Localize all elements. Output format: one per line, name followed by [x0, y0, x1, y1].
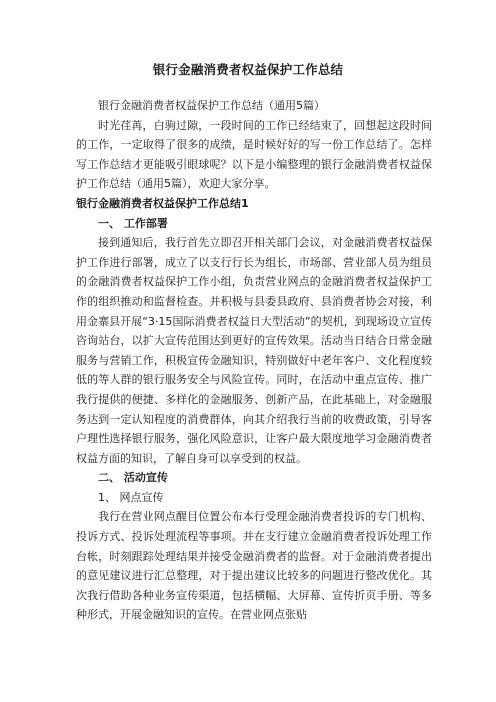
subtitle-paragraph: 银行金融消费者权益保护工作总结（通用5篇） [98, 99, 325, 112]
document-body [76, 96, 432, 625]
branch-promotion-paragraph: 我行在营业网点醒目位置公布本行受理金融消费者投诉的专门机构、投诉方式、投诉处理流程等事项。并在支行建立金融消费者投诉处理工作台帐，时刻跟踪处理结果并接受金融消费者的监督。对于金融消费者提出的意见建议进行汇总整理，对于提出建议比较多的问题进行整改优化。其次我行借助各种业务宣传渠道，包括横幅、大屏幕、宣传折页手册、等多种形式，开展金融知识的宣传。在营业网点张贴 [76, 510, 432, 622]
subheading-branch-promotion: 1、 网点宣传 [98, 490, 164, 504]
intro-paragraph: 时光荏苒，白驹过隙，一段时间的工作已经结束了，回想起这段时间的工作，一定取得了很多的成绩，是时候好好的写一份工作总结了。怎样写工作总结才更能吸引眼球呢？以下是小编整理的银行金融消费者权益保护工作总结（通用5篇），欢迎大家分享。 [76, 118, 432, 191]
document-title: 银行金融消费者权益保护工作总结 [152, 62, 344, 77]
subheading-activity-promotion: 二、 活动宣传 [98, 471, 168, 485]
work-deployment-paragraph: 接到通知后，我行首先立即召开相关部门会议，对金融消费者权益保护工作进行部署，成立了以支行行长为组长，市场部、营业部人员为组员的金融消费者权益保护工作小组，负责营业网点的金融消费者权益保护工作的组织推动和监督检查。并积极与县委县政府、县消费者协会对接，利用金寨县开展“3·15国际消费者权益日大型活动”的契机，到现场设立宣传咨询站台，以扩大宣传范围达到更好的宣传效果。活动当日结合日常金融服务与营销工作，积极宣传金融知识，特别做好中老年客户、文化程度较低的等人群的银行服务安全与风险宣传。同时，在活动中重点宣传、推广我行提供的便捷、多样化的金融服务、创新产品，在此基础上，对金融服务达到一定认知程度的消费群体，向其介绍我行当前的收费政策，引导客户理性选择银行服务，强化风险意识，让客户最大限度地学习金融消费者权益方面的知识，了解自身可以享受到的权益。 [76, 236, 432, 465]
subheading-work-deployment: 一、 工作部署 [98, 216, 168, 230]
section-heading-1: 银行金融消费者权益保护工作总结1 [76, 196, 249, 210]
